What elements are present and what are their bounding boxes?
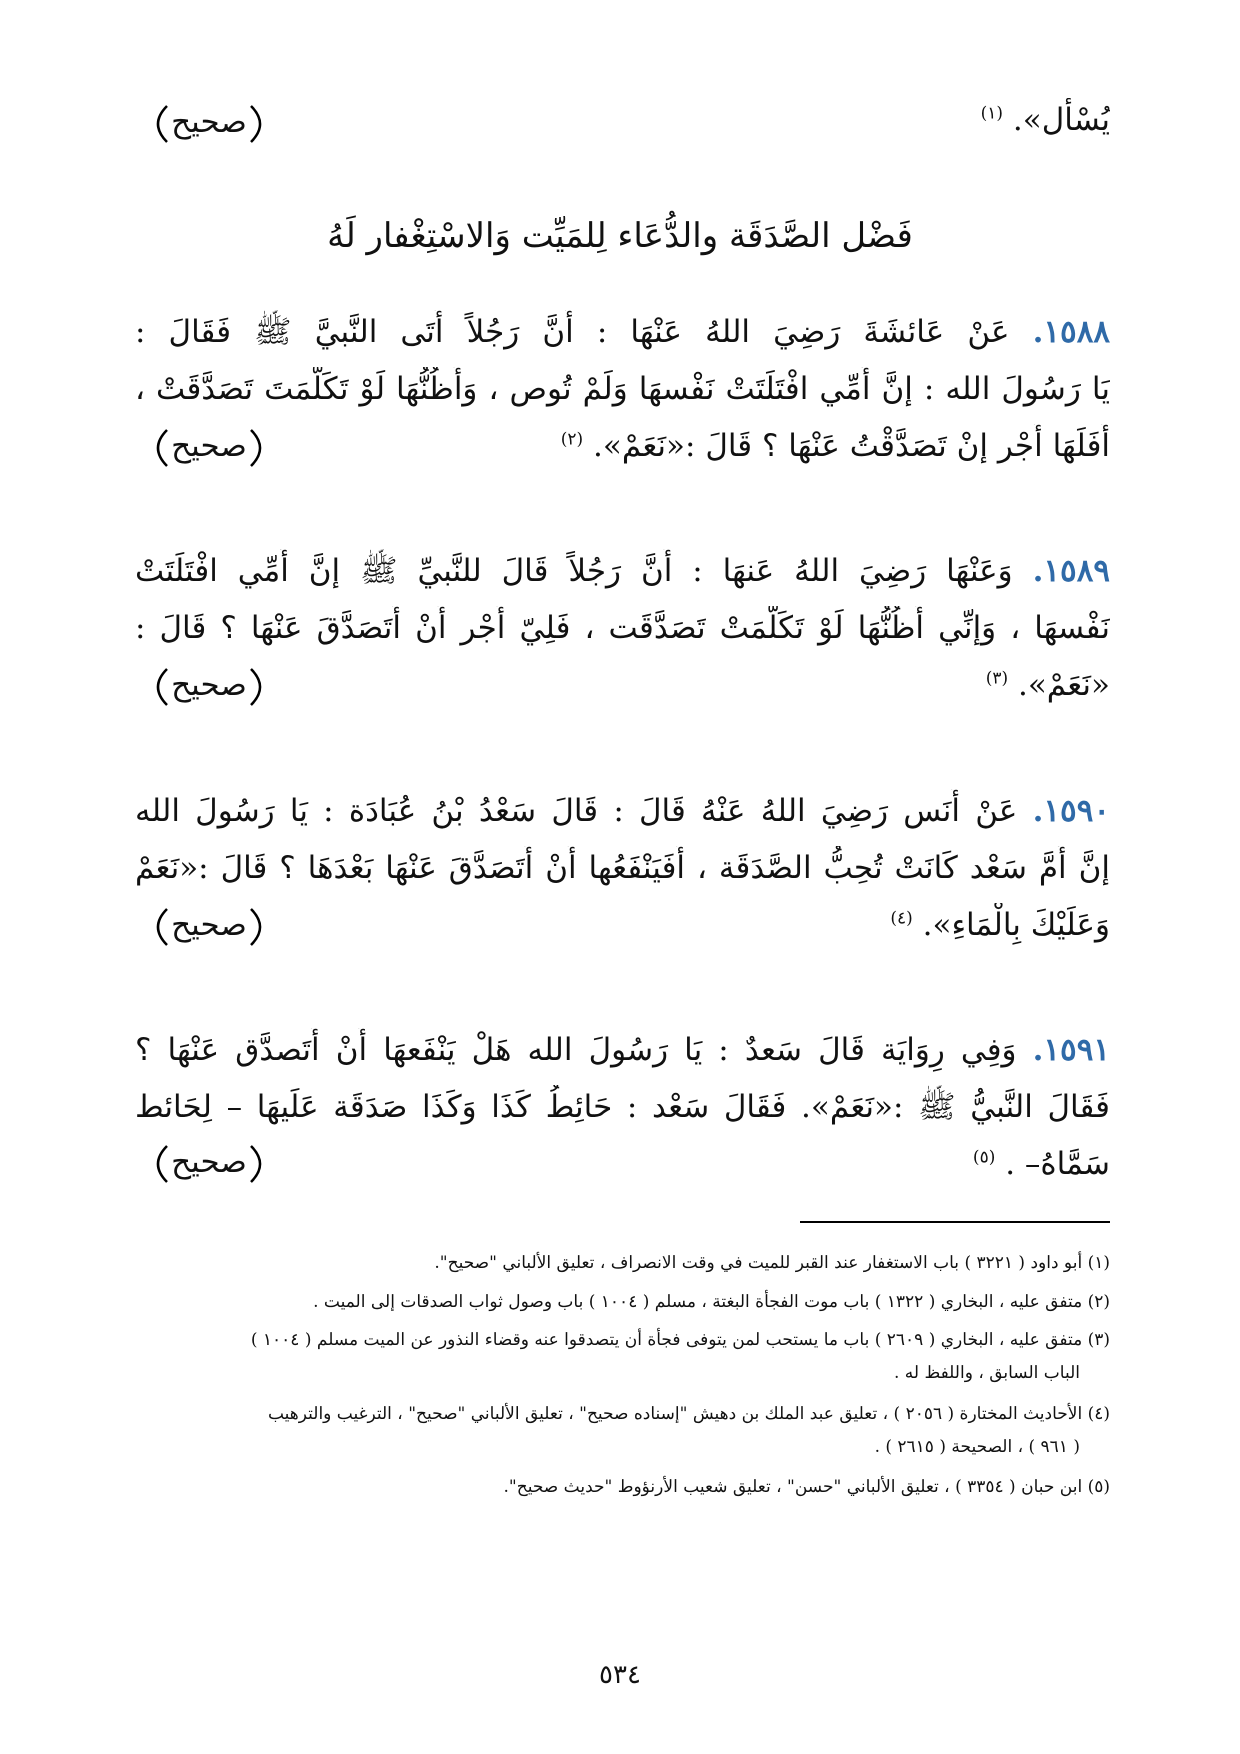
footnote-separator <box>800 1221 1110 1223</box>
footnote-marker: (٢) <box>560 429 584 450</box>
hadith-text: عَنْ عَائشَةَ رَضِيَ اللهُ عَنْهَا : أَنَّ رَجُلاً أَتَى النَّبيَّ ﷺ فَقَالَ : <box>135 314 1010 350</box>
hadith-number: ١٥٨٨. <box>1032 314 1110 350</box>
footnote-2: (٢) متفق عليه ، البخاري ( ١٣٢٢ ) باب موت الفجأة البغتة ، مسلم ( ١٠٠٤ ) باب وصول ثواب الصدقات إلى الميت . <box>313 1292 1110 1312</box>
footnote-5: (٥) ابن حبان ( ٣٣٥٤ ) ، تعليق الألباني "حسن" ، تعليق شعيب الأرنؤوط "حديث صحيح". <box>503 1477 1110 1497</box>
footnote-4-continued: ( ٩٦١ ) ، الصحيحة ( ٢٦١٥ ) . <box>874 1437 1080 1457</box>
hadith-1591-line-1 <box>135 1028 1110 1072</box>
hadith-1590-line-1 <box>135 789 1110 833</box>
hadith-1589-line-2: نَفْسهَا ، وَإنِّي أَظُنُّهَا لَوْ تَكَلَّمَتْ تَصَدَّقَت ، فَلِيّ أَجْر أَنْ أَتَصَدَّقَ عَنْهَا ؟ قَالَ : <box>135 610 1110 646</box>
footnote-3: (٣) متفق عليه ، البخاري ( ٢٦٠٩ ) باب ما يستحب لمن يتوفى فجأة أن يتصدقوا عنه وقضاء النذور عن الميت مسلم ( ١٠٠٤ ) <box>250 1330 1110 1350</box>
hadith-1589-line-3 <box>135 663 1110 707</box>
hadith-number: ١٥٨٩. <box>1032 553 1110 589</box>
continued-text-line <box>135 98 1110 142</box>
hadith-text: أَفَلَهَا أَجْر إنْ تَصَدَّقْتُ عَنْهَا ؟ قَالَ :«نَعَمْ». <box>593 428 1110 464</box>
grade-badge <box>145 663 273 711</box>
grade-label: صحيح <box>171 907 247 943</box>
hadith-text: سَمَّاهُ– . <box>1005 1146 1110 1182</box>
hadith-text: وَفِي رِوَايَة قَالَ سَعدٌ : يَا رَسُولَ الله هَلْ يَنْفَعهَا أَنْ أَتَصدَّق عَنْهَا ؟ <box>135 1032 1017 1068</box>
hadith-1591-line-2: فَقَالَ النَّبيُّ ﷺ :«نَعَمْ». فَقَالَ سَعْد : حَائِطُ كَذَا وَكَذَا صَدَقَة عَلَيهَا – لِحَائط <box>135 1089 1110 1125</box>
hadith-1588-line-2: يَا رَسُولَ الله : إنَّ أُمِّي افْتَلَتَتْ نَفْسهَا وَلَمْ تُوص ، وَأَظُنُّهَا لَوْ تَكَلَّمَتَ تَصَدَّقَتْ ، <box>135 371 1110 407</box>
grade-badge <box>145 100 273 148</box>
hadith-1588-line-3 <box>135 424 1110 468</box>
grade-label: صحيح <box>171 1144 247 1180</box>
continued-text: يُسْأَل». <box>1012 102 1110 138</box>
hadith-1590-line-3 <box>135 903 1110 947</box>
hadith-1591-line-3 <box>135 1142 1110 1186</box>
footnote-marker: (٤) <box>890 908 913 929</box>
hadith-text: وَعَنْهَا رَضِيَ اللهُ عَنهَا : أَنَّ رَجُلاً قَالَ للنَّبيِّ ﷺ إنَّ أُمِّي افْتَلَتَتْ <box>135 553 1013 589</box>
grade-badge <box>145 424 273 472</box>
page-number: ٥٣٤ <box>599 1660 641 1690</box>
footnote-marker: (٣) <box>985 668 1009 689</box>
hadith-text: عَنْ أَنَس رَضِيَ اللهُ عَنْهُ قَالَ : قَالَ سَعْدُ بْنُ عُبَادَة : يَا رَسُولَ الله <box>135 793 1018 829</box>
footnote-marker: (٥) <box>972 1147 996 1168</box>
hadith-text: «نَعَمْ». <box>1017 667 1110 703</box>
hadith-1588-line-1 <box>135 310 1110 354</box>
section-title: فَضْل الصَّدَقَة والدُّعَاء لِلمَيِّت وَالاسْتِغْفار لَهُ <box>327 216 913 256</box>
footnote-3-continued: الباب السابق ، واللفظ له . <box>893 1363 1080 1383</box>
grade-label: صحيح <box>171 428 247 464</box>
hadith-number: ١٥٩٠. <box>1032 793 1110 829</box>
hadith-text: وَعَلَيْكَ بِالْمَاءِ». <box>922 907 1110 943</box>
grade-label: صحيح <box>171 104 247 140</box>
footnote-marker: (١) <box>980 103 1004 124</box>
footnote-4: (٤) الأحاديث المختارة ( ٢٠٥٦ ) ، تعليق عبد الملك بن دهيش "إسناده صحيح" ، تعليق الألباني "صحيح" ، الترغيب والترهيب <box>267 1404 1110 1424</box>
hadith-number: ١٥٩١. <box>1032 1032 1110 1068</box>
grade-badge <box>145 1140 273 1188</box>
footnote-1: (١) أبو داود ( ٣٢٢١ ) باب الاستغفار عند القبر للميت في وقت الانصراف ، تعليق الألباني "صحيح". <box>434 1253 1110 1273</box>
hadith-1590-line-2: إنَّ أُمَّ سَعْد كَانَتْ تُحِبُّ الصَّدَقَة ، أَفَيَنْفَعُها أَنْ أَتَصَدَّقَ عَنْهَا بَعْدَهَا ؟ قَالَ :«نَعَمْ <box>135 850 1110 886</box>
grade-badge <box>145 903 273 951</box>
hadith-1589-line-1 <box>135 549 1110 593</box>
grade-label: صحيح <box>171 667 247 703</box>
